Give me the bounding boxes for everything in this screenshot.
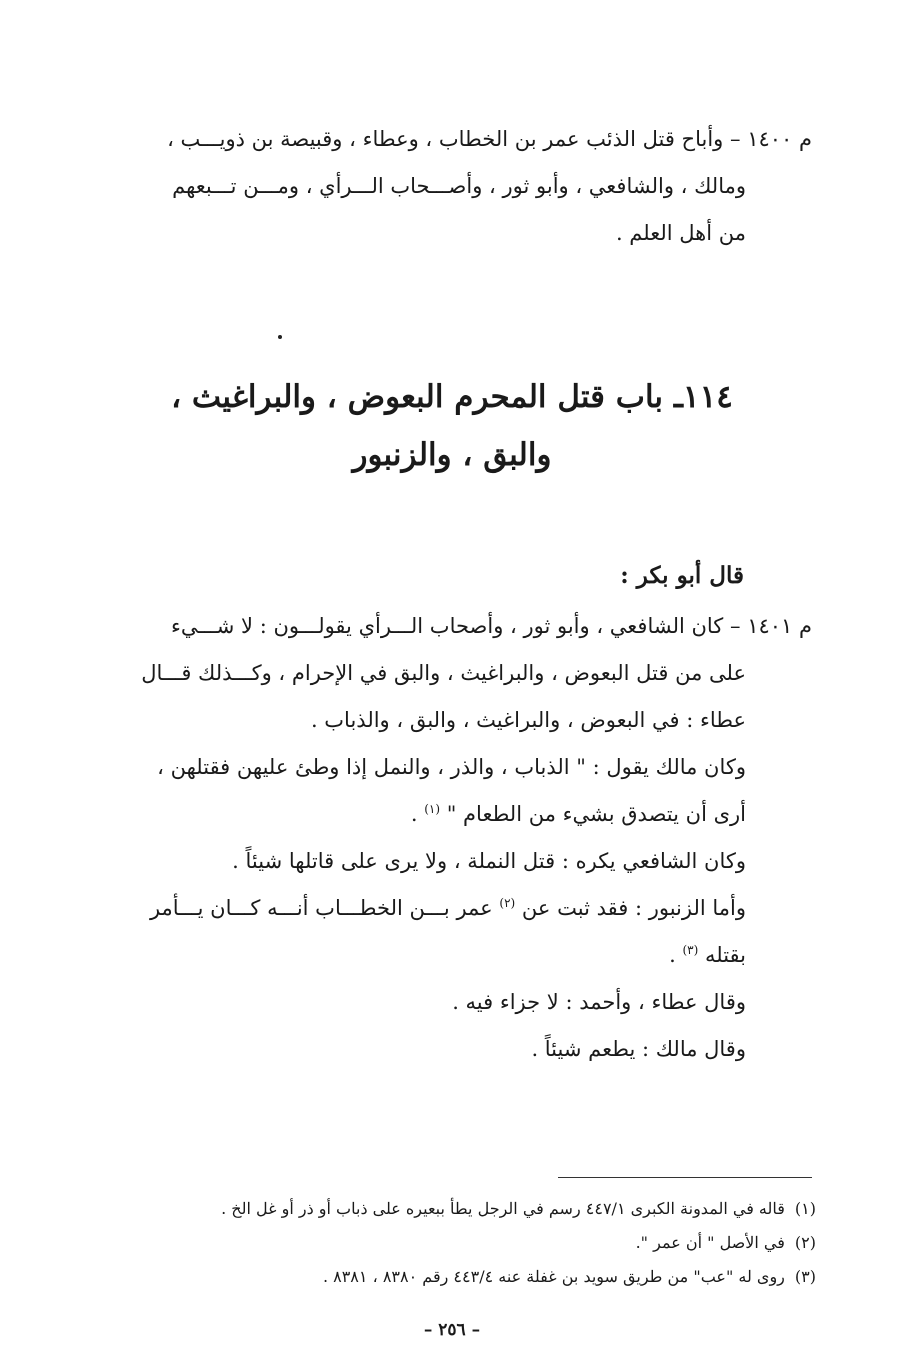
page-number: – ٢٥٦ – xyxy=(423,1320,481,1340)
entry-1400 xyxy=(92,116,812,257)
chapter-heading-line-2: والبق ، والزنبور xyxy=(352,437,552,473)
entry-1401-line-3: عطاء : في البعوض ، والبراغيث ، والبق ، والذباب . xyxy=(310,708,746,732)
footnote-separator xyxy=(558,1177,812,1178)
entry-1401 xyxy=(92,603,812,1073)
entry-number: م ١٤٠٠ – xyxy=(730,127,812,151)
zunbur-line-2: بقتله $^{(٣)}$ . xyxy=(669,943,746,967)
footnotes xyxy=(76,1192,816,1294)
footnote-2: (٢)في الأصل " أن عمر ". xyxy=(635,1233,816,1252)
shafii-line: وكان الشافعي يكره : قتل النملة ، ولا يرى على قاتلها شيئاً . xyxy=(232,849,746,873)
entry-1400-line-2: ومالك ، والشافعي ، وأبو ثور ، وأصـــحاب الـــرأي ، ومـــن تـــبعهم xyxy=(172,174,746,198)
footnote-3: (٣)روى له "عب" من طريق سويد بن غفلة عنه ٤٤٣/٤ رقم ٨٣٨٠ ، ٨٣٨١ . xyxy=(322,1267,816,1286)
footnote-ref-1: (١) xyxy=(424,802,441,816)
entry-1400-line-1: م ١٤٠٠ – وأباح قتل الذئب عمر بن الخطاب ، وعطاء ، وقبيصة بن ذويـــب ، xyxy=(167,127,812,151)
malik-line-1: وكان مالك يقول : " الذباب ، والذر ، والنمل إذا وطئ عليهن فقتلهن ، xyxy=(157,755,746,779)
zunbur-line-1: وأما الزنبور : فقد ثبت عن $^{(٢)}$ عمر بـــن الخطـــاب أنـــه كـــان يـــأمر xyxy=(149,896,746,920)
malik-line-2: أرى أن يتصدق بشيء من الطعام " $^{(١)}$ . xyxy=(410,802,746,826)
entry-1400-line-3: من أهل العلم . xyxy=(615,221,746,245)
entry-1401-line-2: على من قتل البعوض ، والبراغيث ، والبق في الإحرام ، وكـــذلك قـــال xyxy=(141,661,746,685)
footnote-ref-3: (٣) xyxy=(682,943,699,957)
malik2-line: وقال مالك : يطعم شيئاً . xyxy=(531,1037,746,1061)
ata-line: وقال عطاء ، وأحمد : لا جزاء فيه . xyxy=(452,990,746,1014)
chapter-heading xyxy=(0,368,904,484)
chapter-heading-line-1: ١١٤ـ باب قتل المحرم البعوض ، والبراغيث ، xyxy=(171,379,733,415)
stray-dot xyxy=(278,335,282,339)
footnote-ref-2: (٢) xyxy=(499,896,516,910)
qala-abu-bakr: قال أبو بكر : xyxy=(620,562,744,589)
footnote-1: (١)قاله في المدونة الكبرى ٤٤٧/١ رسم في الرجل يطأ ببعيره على ذباب أو ذر أو غل الخ . xyxy=(221,1199,816,1218)
entry-number: م ١٤٠١ – xyxy=(730,614,812,638)
entry-1401-line-1: م ١٤٠١ – كان الشافعي ، وأبو ثور ، وأصحاب الـــرأي يقولـــون : لا شـــيء xyxy=(170,614,812,638)
